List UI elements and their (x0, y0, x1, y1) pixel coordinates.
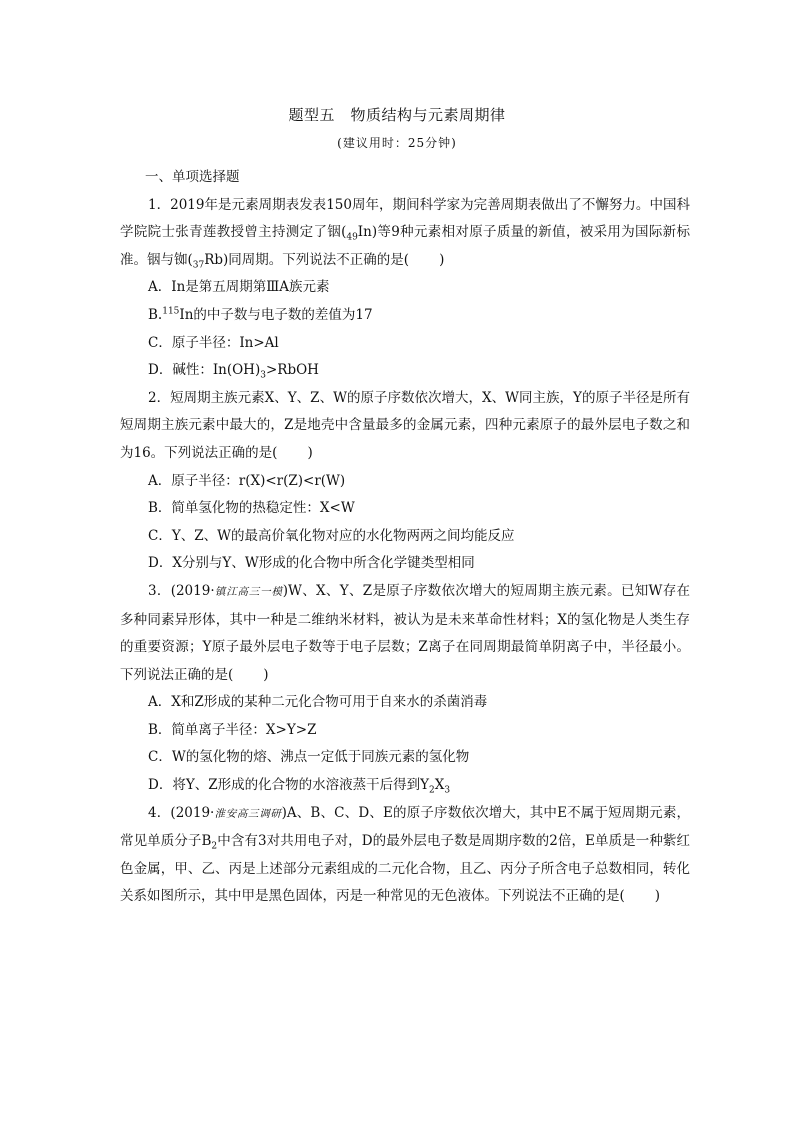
option-a: A．原子半径：r(X)<r(Z)<r(W) (148, 472, 346, 489)
option-d: D．碱性：$In(OH)_3>RbOH$ (148, 362, 319, 381)
option-c: C．Y、Z、W的最高价氧化物对应的水化物两两之间均能反应 (148, 527, 515, 544)
question-content (120, 164, 690, 911)
question-1 (120, 192, 690, 385)
section-heading: 一、单项选择题 (145, 169, 240, 185)
question-stem: 2．短周期主族元素X、Y、Z、W的原子序数依次增大，X、W同主族，Y的原子半径是所有短周期主族元素中最大的，Z是地壳中含量最多的金属元素，四种元素原子的最外层电子数之和为16。下列说法正确的是( ) (120, 389, 690, 461)
question-source: 淮安高三调研 (214, 807, 282, 820)
option-a: A．In是第五周期第ⅢA族元素 (148, 279, 330, 296)
question-source: 镇江高三一模 (214, 585, 283, 598)
page-title: 题型五 物质结构与元素周期律 (288, 106, 506, 124)
option-d: D．将Y、Z形成的化合物的水溶液蒸干后得到$Y_2X_3$ (148, 777, 451, 796)
question-2 (120, 385, 690, 578)
question-stem: 1．2019年是元素周期表发表150周年，期间科学家为完善周期表做出了不懈努力。中国科学院院士张青莲教授曾主持测定了铟$(_{49}In)$等9种元素相对原子质量的新值，被采用为国际新标准。铟与铷$(_{37}Rb)$同周期。下列说法不正确的是( ) (120, 196, 690, 271)
option-c: C．W的氢化物的熔、沸点一定低于同族元素的氢化物 (148, 749, 470, 766)
option-d: D．X分别与Y、W形成的化合物中所含化学键类型相同 (148, 555, 475, 572)
question-stem: 4．(2019·淮安高三调研)A、B、C、D、E的原子序数依次增大，其中E不属于短周期元素，常见单质分子$B_2$中含有3对共用电子对，D的最外层电子数是周期序数的2倍，E单质是一种紫红色金属，甲、乙、丙是上述部分元素组成的二元化合物，且乙、丙分子所含电子总数相同，转化关系如图所示，其中甲是黑色固体，丙是一种常见的无色液体。下列说法不正确的是( ) (120, 804, 690, 905)
question-4 (120, 800, 690, 911)
option-b: B.$^{115}$In的中子数与电子数的差值为17 (148, 306, 373, 323)
suggested-time: (建议用时：25分钟) (337, 136, 457, 150)
option-a: A．X和Z形成的某种二元化合物可用于自来水的杀菌消毒 (148, 694, 488, 711)
question-stem: 3．(2019·镇江高三一模)W、X、Y、Z是原子序数依次增大的短周期主族元素。已知W存在多种同素异形体，其中一种是二维纳米材料，被认为是未来革命性材料；X的氢化物是人类生存的重要资源；Y原子最外层电子数等于电子层数；Z离子在同周期最简单阴离子中，半径最小。下列说法正确的是( ) (120, 582, 691, 683)
option-c: C．原子半径：In>Al (148, 334, 279, 351)
question-3 (120, 578, 690, 800)
option-b: B．简单氢化物的热稳定性：X<W (148, 500, 355, 517)
option-b: B．简单离子半径：X>Y>Z (148, 721, 317, 738)
